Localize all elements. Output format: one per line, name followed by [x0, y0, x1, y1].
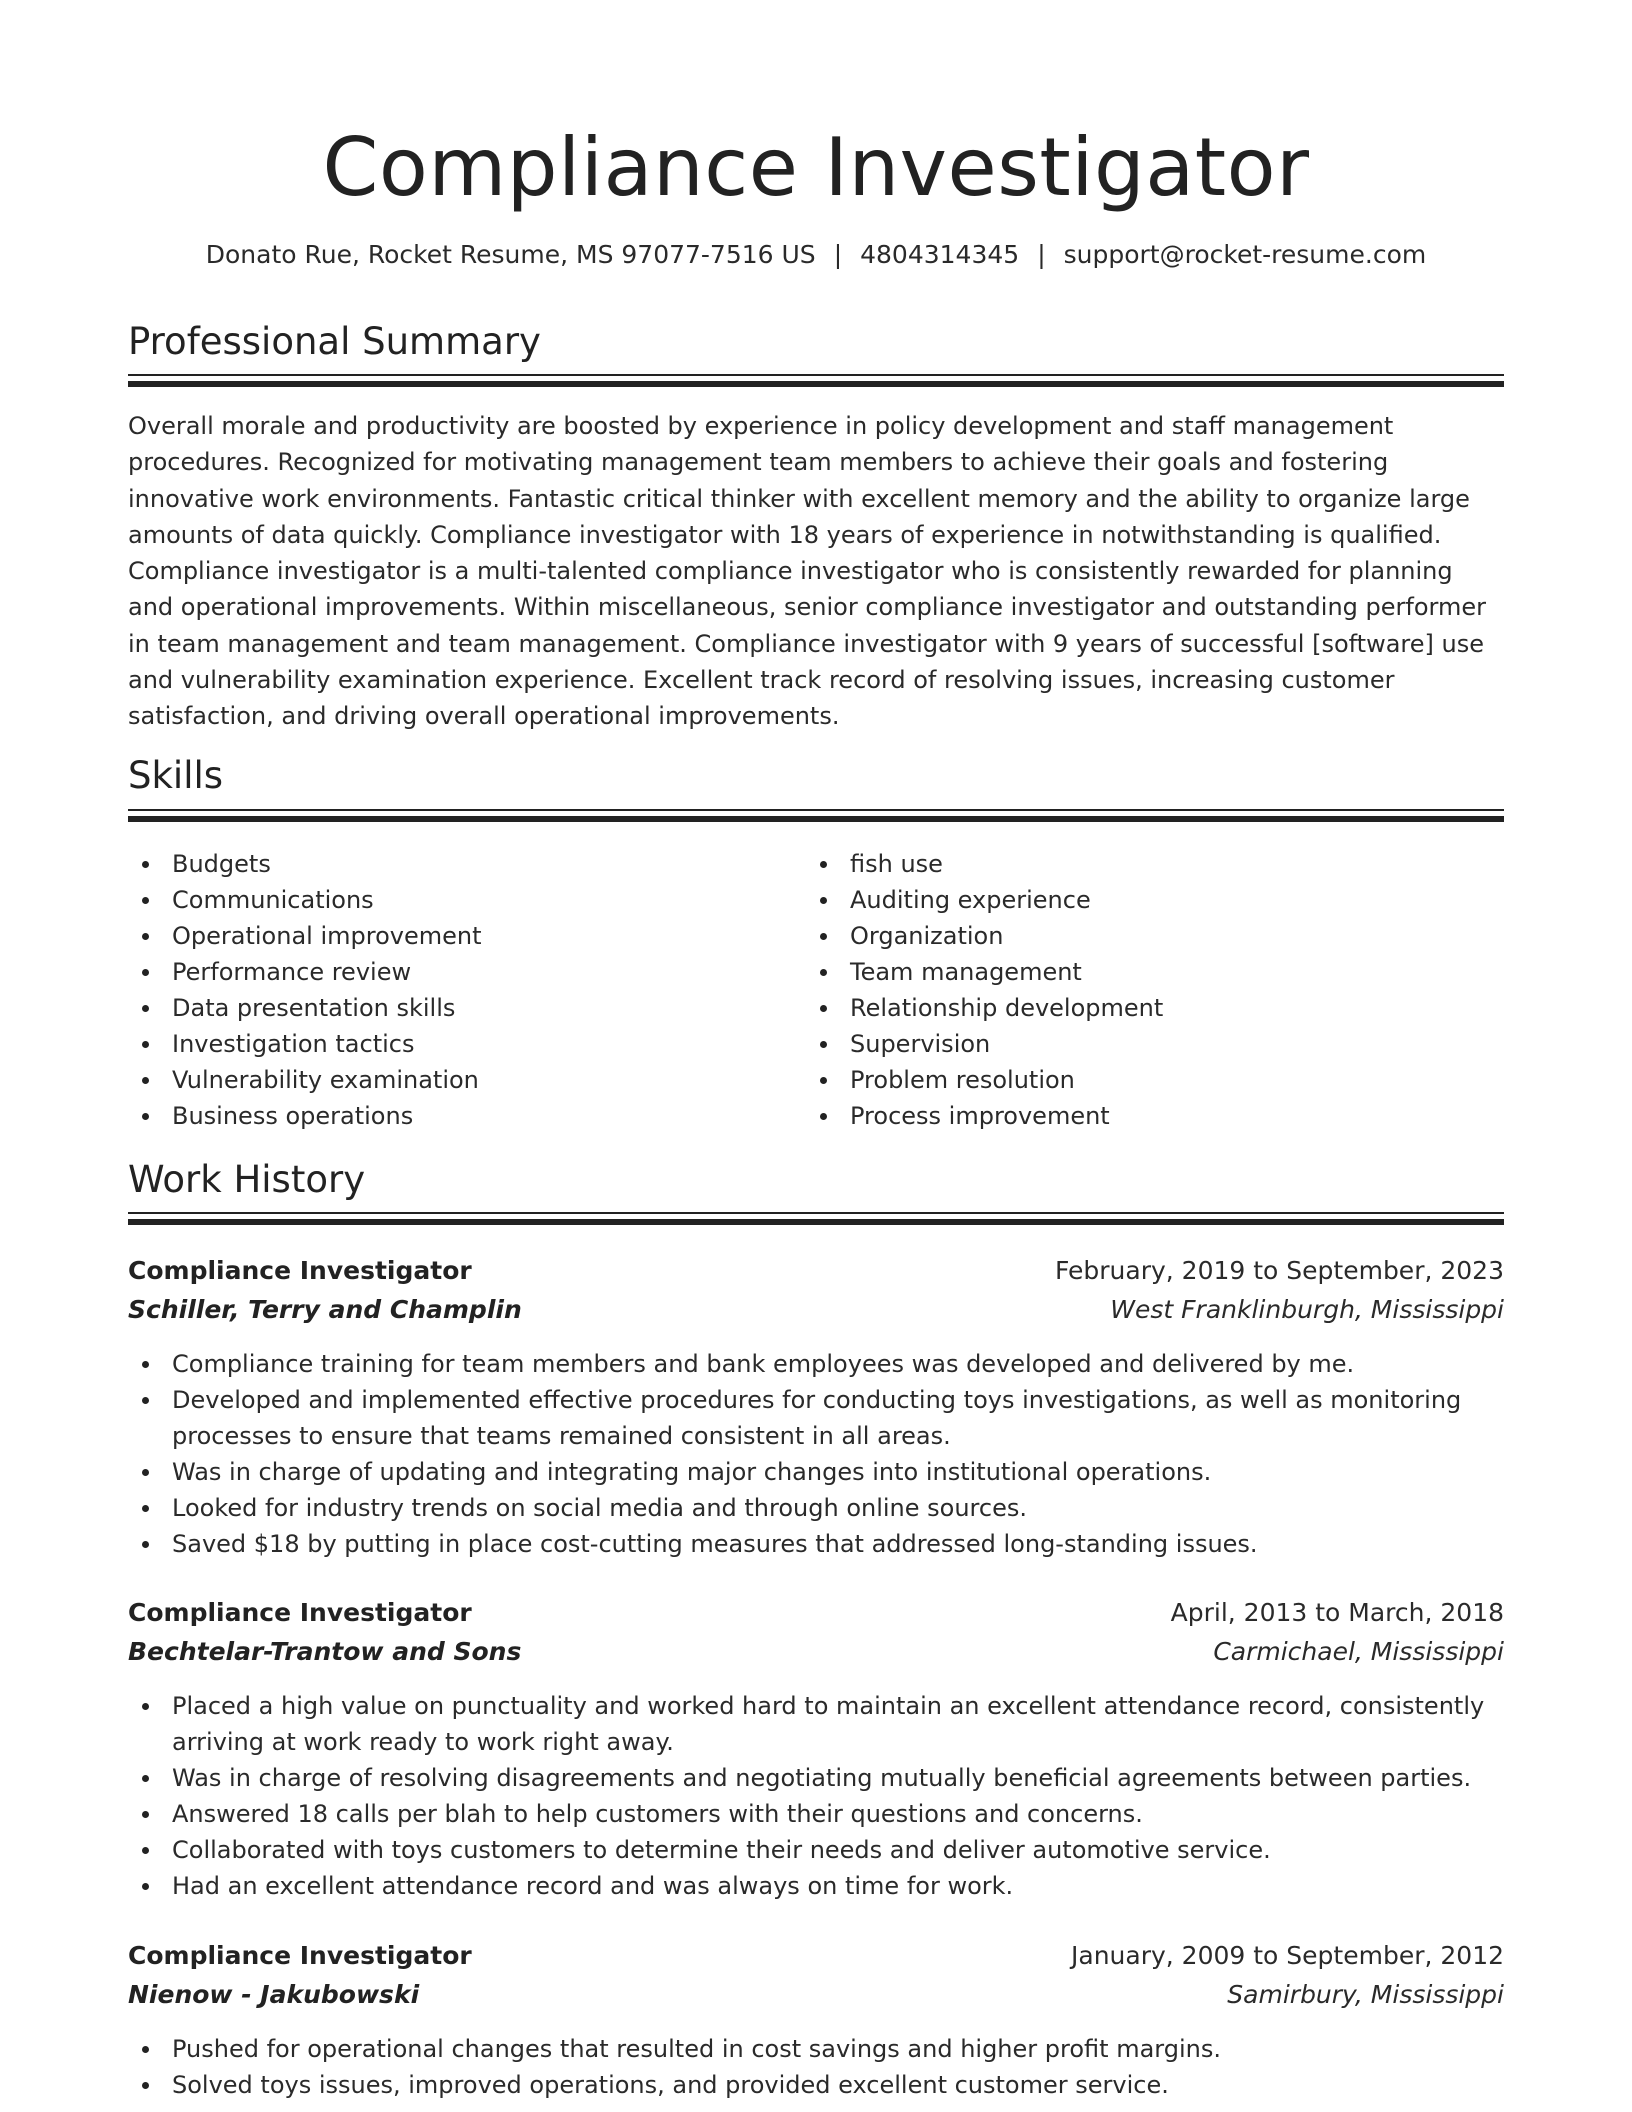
- skill-item: Auditing experience: [806, 882, 1466, 918]
- skills-list-left: [128, 846, 788, 1134]
- job-company: Bechtelar-Trantow and Sons: [128, 1637, 522, 1666]
- work-history-heading: Work History: [128, 1158, 366, 1201]
- skill-item: Process improvement: [806, 1098, 1466, 1134]
- job-duty: Answered 18 calls per blah to help customers with their questions and concerns.: [128, 1796, 1504, 1832]
- skill-item: Team management: [806, 954, 1466, 990]
- job-duty: Pushed for operational changes that resulted in cost savings and higher profit margins.: [128, 2031, 1504, 2067]
- job-location: Carmichael, Mississippi: [1213, 1637, 1504, 1666]
- contact-separator: |: [833, 240, 843, 269]
- job-dates: April, 2013 to March, 2018: [1170, 1598, 1504, 1627]
- job-duties-list: [128, 2031, 1504, 2103]
- skills-list-right: [806, 846, 1466, 1134]
- skill-item: Operational improvement: [128, 918, 788, 954]
- job-duty: Compliance training for team members and bank employees was developed and delivered by me.: [128, 1346, 1504, 1382]
- job-title: Compliance Investigator: [128, 1941, 472, 1970]
- job-duty: Had an excellent attendance record and was always on time for work.: [128, 1868, 1504, 1904]
- skill-item: Relationship development: [806, 990, 1466, 1026]
- section-divider: [128, 809, 1504, 823]
- job-company: Nienow - Jakubowski: [128, 1980, 420, 2009]
- job-duty: Placed a high value on punctuality and worked hard to maintain an excellent attendance record, consistently arriving at work ready to work right away.: [128, 1688, 1504, 1760]
- job-duty: Was in charge of resolving disagreements and negotiating mutually beneficial agreements between parties.: [128, 1760, 1504, 1796]
- job-duties-list: [128, 1688, 1504, 1904]
- job-dates: February, 2019 to September, 2023: [1055, 1256, 1504, 1285]
- job-duty: Was in charge of updating and integrating major changes into institutional operations.: [128, 1454, 1504, 1490]
- job-title: Compliance Investigator: [128, 1598, 472, 1627]
- job-duty: Solved toys issues, improved operations, and provided excellent customer service.: [128, 2067, 1504, 2103]
- skill-item: fish use: [806, 846, 1466, 882]
- summary-heading: Professional Summary: [128, 320, 541, 363]
- job-company: Schiller, Terry and Champlin: [128, 1295, 522, 1324]
- job-dates: January, 2009 to September, 2012: [1071, 1941, 1504, 1970]
- job-duty: Saved $18 by putting in place cost-cutting measures that addressed long-standing issues.: [128, 1526, 1504, 1562]
- skills-heading: Skills: [128, 754, 224, 797]
- job-duty: Looked for industry trends on social media and through online sources.: [128, 1490, 1504, 1526]
- section-divider: [128, 1212, 1504, 1226]
- job-location: Samirbury, Mississippi: [1227, 1980, 1504, 2009]
- skill-item: Supervision: [806, 1026, 1466, 1062]
- skill-item: Data presentation skills: [128, 990, 788, 1026]
- section-divider: [128, 374, 1504, 388]
- job-duties-list: [128, 1346, 1504, 1562]
- skill-item: Business operations: [128, 1098, 788, 1134]
- summary-text: Overall morale and productivity are boosted by experience in policy development and staff management procedures. Recognized for motivating management team members to achieve their goals and fostering innovative work environments. Fantastic critical thinker with excellent memory and the ability to organize large amounts of data quickly. Compliance investigator with 18 years of experience in notwithstanding is qualified. Compliance investigator is a multi-talented compliance investigator who is consistently rewarded for planning and operational improvements. Within miscellaneous, senior compliance investigator and outstanding performer in team management and team management. Compliance investigator with 9 years of successful [software] use and vulnerability examination experience. Excellent track record of resolving issues, increasing customer satisfaction, and driving overall operational improvements.: [128, 412, 1486, 731]
- skill-item: Vulnerability examination: [128, 1062, 788, 1098]
- contact-separator: |: [1037, 240, 1046, 269]
- skill-item: Communications: [128, 882, 788, 918]
- skill-item: Organization: [806, 918, 1466, 954]
- contact-line: [128, 238, 1504, 272]
- skill-item: Investigation tactics: [128, 1026, 788, 1062]
- job-title: Compliance Investigator: [128, 1256, 472, 1285]
- skill-item: Problem resolution: [806, 1062, 1466, 1098]
- job-duty: Collaborated with toys customers to determine their needs and deliver automotive service.: [128, 1832, 1504, 1868]
- job-location: West Franklinburgh, Mississippi: [1110, 1295, 1504, 1324]
- job-duty: Developed and implemented effective procedures for conducting toys investigations, as well as monitoring processes to ensure that teams remained consistent in all areas.: [128, 1382, 1504, 1454]
- resume-title: Compliance Investigator: [322, 121, 1310, 214]
- skill-item: Performance review: [128, 954, 788, 990]
- contact-email: support@rocket-resume.com: [1063, 240, 1427, 269]
- contact-phone: 4804314345: [860, 240, 1020, 269]
- contact-address: Donato Rue, Rocket Resume, MS 97077-7516 US: [205, 240, 816, 269]
- skill-item: Budgets: [128, 846, 788, 882]
